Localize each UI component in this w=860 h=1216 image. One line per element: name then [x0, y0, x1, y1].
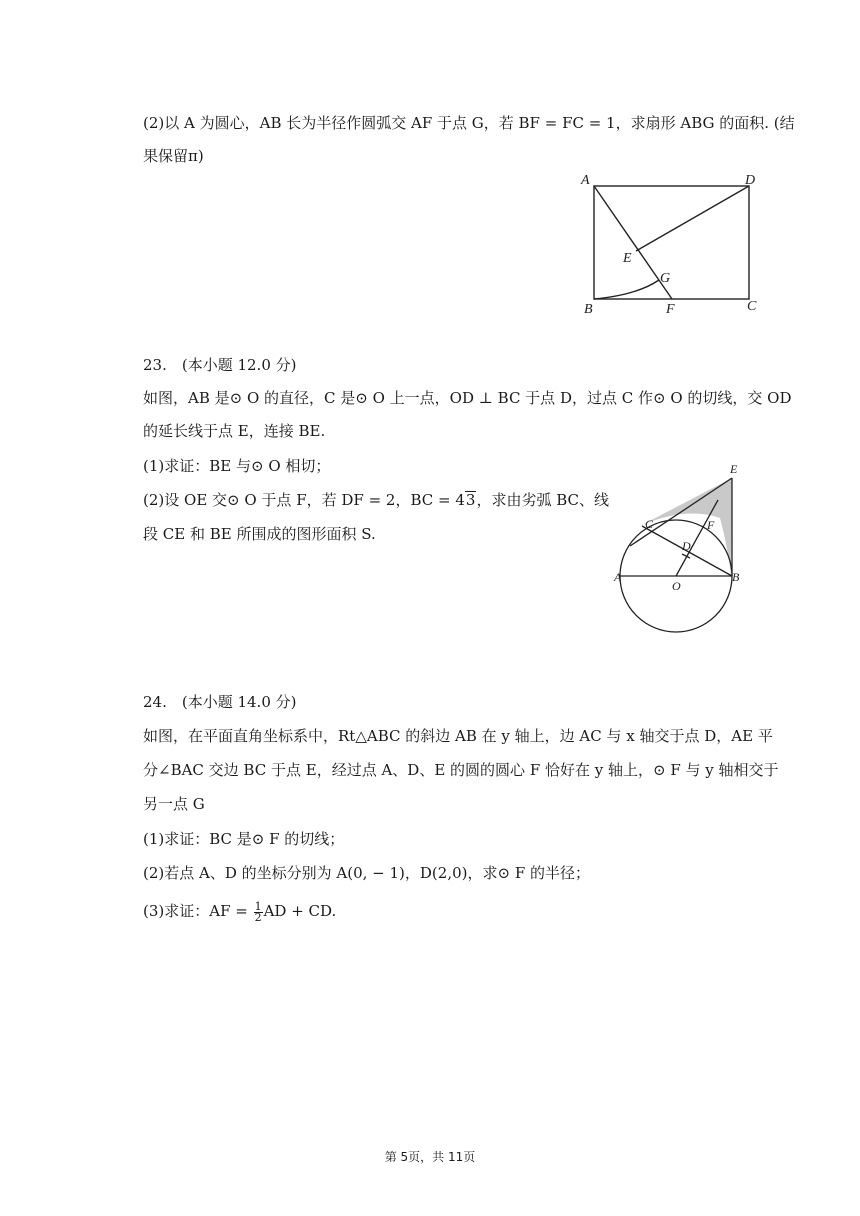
fig2-label-A: A	[614, 570, 622, 584]
q23-part2-line1	[143, 490, 609, 510]
q24-stem-line2: 分∠BAC 交边 BC 于点 E，经过点 A、D、E 的圆的圆心 F 恰好在 y 轴上，⊙ F 与 y 轴相交于	[143, 761, 779, 779]
q23-part2-text-a: (2)设 OE 交⊙ O 于点 F，若 DF = 2，BC = 4	[143, 491, 465, 509]
fig2-label-E: E	[730, 462, 738, 476]
fig2-label-F: F	[707, 518, 715, 532]
q23-stem-line2: 的延长线于点 E，连接 BE.	[143, 422, 326, 440]
q24-part3-text-b: AD + CD.	[263, 902, 337, 920]
fig2-label-B: B	[732, 570, 740, 584]
fig1-label-A: A	[581, 173, 590, 188]
fraction-one-half	[254, 899, 263, 924]
q23-part1: (1)求证：BE 与⊙ O 相切；	[143, 457, 331, 475]
fig1-label-G: G	[660, 271, 671, 286]
fig1-label-D: D	[745, 173, 756, 188]
q23-part2-text-b: ，求由劣弧 BC、线	[476, 491, 609, 509]
q24-part3-text-a: (3)求证：AF =	[143, 902, 253, 920]
page-footer: 第 5页，共 11页	[384, 1150, 476, 1164]
q22-part2-line2: 果保留π)	[143, 147, 204, 165]
circle-tangent-figure	[610, 458, 770, 638]
q24-stem-line3: 另一点 G	[143, 795, 205, 813]
q24-header: 24. (本小题 14.0 分)	[143, 693, 297, 711]
fig1-label-E: E	[623, 251, 632, 266]
fig2-label-C: C	[645, 517, 654, 531]
q24-stem-line1: 如图，在平面直角坐标系中，Rt△ABC 的斜边 AB 在 y 轴上，边 AC 与 x 轴交于点 D，AE 平	[143, 727, 773, 745]
q24-part3	[143, 901, 336, 923]
q24-part2: (2)若点 A、D 的坐标分别为 A(0, − 1)，D(2,0)，求⊙ F 的半径；	[143, 864, 591, 882]
q22-part2-line1: (2)以 A 为圆心，AB 长为半径作圆弧交 AF 于点 G，若 BF = FC = 1，求扇形 ABG 的面积. (结	[143, 114, 795, 132]
fig2-label-D: D	[682, 539, 691, 553]
fig1-label-C: C	[747, 299, 757, 314]
q23-stem-line1: 如图，AB 是⊙ O 的直径，C 是⊙ O 上一点，OD ⊥ BC 于点 D，过点 C 作⊙ O 的切线，交 OD	[143, 389, 792, 407]
q23-part2-line2: 段 CE 和 BE 所围成的图形面积 S.	[143, 525, 376, 543]
q23-header: 23. (本小题 12.0 分)	[143, 356, 297, 374]
fraction-denominator: 2	[254, 910, 262, 924]
fig1-label-B: B	[584, 302, 593, 317]
q24-part1: (1)求证：BC 是⊙ F 的切线；	[143, 830, 345, 848]
rectangle-figure	[577, 170, 767, 320]
sqrt-3: 3	[465, 491, 476, 509]
fraction-numerator: 1	[254, 899, 262, 913]
fig1-label-F: F	[666, 302, 675, 317]
fig2-label-O: O	[672, 579, 681, 593]
